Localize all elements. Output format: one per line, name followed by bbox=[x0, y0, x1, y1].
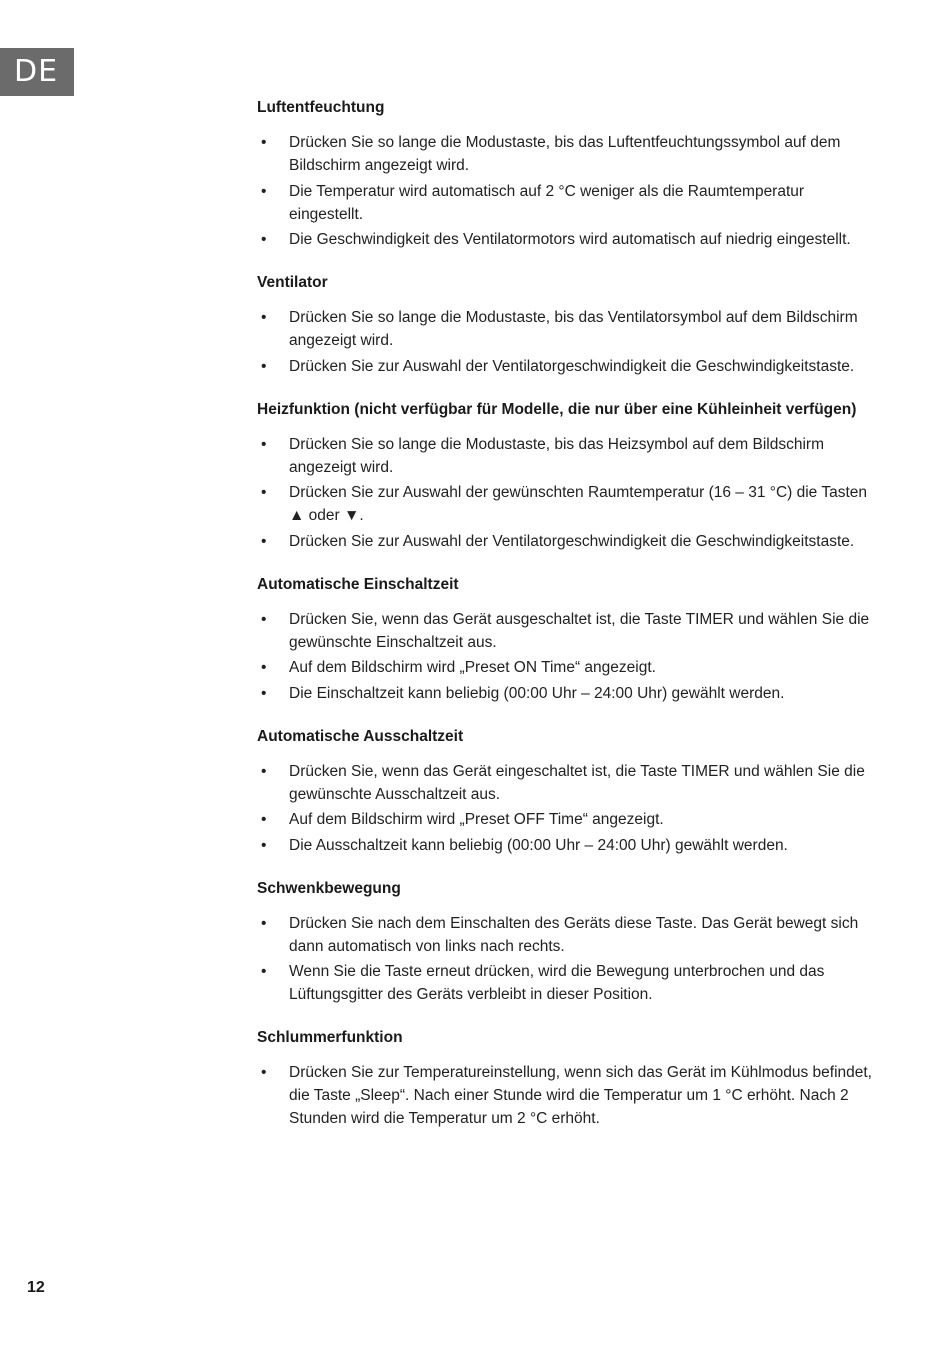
list-item-text: Auf dem Bildschirm wird „Preset ON Time“ angezeigt. bbox=[289, 659, 656, 676]
section-heading: Ventilator bbox=[257, 274, 328, 291]
list-item bbox=[257, 608, 877, 654]
section bbox=[257, 725, 877, 857]
list-item-text: Die Geschwindigkeit des Ventilatormotors wird automatisch auf niedrig eingestellt. bbox=[289, 231, 851, 248]
page-number: 12 bbox=[27, 1279, 45, 1296]
language-tab: DE bbox=[0, 48, 74, 96]
list-item bbox=[257, 530, 877, 553]
bullet-icon: • bbox=[261, 357, 267, 375]
list-item-text: Drücken Sie so lange die Modustaste, bis das Luftentfeuchtungssymbol auf dem Bildschirm angezeigt wird. bbox=[289, 134, 841, 174]
bullet-icon: • bbox=[261, 309, 267, 326]
list-item-text: Die Temperatur wird automatisch auf 2 °C weniger als die Raumtemperatur eingestellt. bbox=[289, 182, 805, 223]
bullet-icon: • bbox=[261, 762, 267, 780]
list-item-text: Wenn Sie die Taste erneut drücken, wird die Bewegung unterbrochen und das Lüftungsgitter des Geräts verbleibt in dieser Position. bbox=[289, 963, 825, 1003]
list-item-text: Drücken Sie, wenn das Gerät ausgeschaltet ist, die Taste TIMER und wählen Sie die gewünschte Einschaltzeit aus. bbox=[289, 610, 870, 651]
bullet-icon: • bbox=[261, 532, 267, 550]
list-item bbox=[257, 960, 877, 1006]
bullet-list bbox=[257, 306, 877, 378]
section bbox=[257, 96, 877, 251]
bullet-list bbox=[257, 433, 877, 553]
section-heading: Heizfunktion (nicht verfügbar für Modelle, die nur über eine Kühleinheit verfügen) bbox=[257, 400, 857, 418]
bullet-icon: • bbox=[261, 684, 267, 702]
list-item-text: Drücken Sie zur Auswahl der gewünschten Raumtemperatur (16 – 31 °C) die Tasten ▲ oder ▼. bbox=[289, 484, 867, 524]
bullet-list bbox=[257, 608, 877, 705]
list-item bbox=[257, 682, 877, 705]
bullet-icon: • bbox=[261, 963, 267, 980]
list-item-text: Drücken Sie so lange die Modustaste, bis das Ventilatorsymbol auf dem Bildschirm angezeigt wird. bbox=[289, 309, 858, 349]
list-item bbox=[257, 355, 877, 378]
section-heading: Schwenkbewegung bbox=[257, 879, 401, 897]
section-heading: Automatische Ausschaltzeit bbox=[257, 727, 464, 745]
list-item-text: Auf dem Bildschirm wird „Preset OFF Time“ angezeigt. bbox=[289, 811, 664, 828]
bullet-list bbox=[257, 1061, 877, 1130]
list-item-text: Die Einschaltzeit kann beliebig (00:00 Uhr – 24:00 Uhr) gewählt werden. bbox=[289, 684, 785, 702]
list-item bbox=[257, 912, 877, 958]
bullet-list bbox=[257, 131, 877, 251]
list-item bbox=[257, 808, 877, 831]
section bbox=[257, 573, 877, 705]
bullet-icon: • bbox=[261, 134, 267, 151]
list-item bbox=[257, 1061, 877, 1130]
list-item bbox=[257, 228, 877, 251]
list-item bbox=[257, 760, 877, 806]
section bbox=[257, 398, 877, 553]
list-item-text: Drücken Sie, wenn das Gerät eingeschaltet ist, die Taste TIMER und wählen Sie die gewünschte Ausschaltzeit aus. bbox=[289, 762, 865, 803]
list-item-text: Drücken Sie zur Auswahl der Ventilatorgeschwindigkeit die Geschwindigkeitstaste. bbox=[289, 532, 855, 550]
section-heading: Schlummerfunktion bbox=[257, 1029, 403, 1046]
bullet-icon: • bbox=[261, 1064, 267, 1081]
bullet-list bbox=[257, 760, 877, 857]
list-item-text: Drücken Sie zur Temperatureinstellung, wenn sich das Gerät im Kühlmodus befindet, die Taste „Sleep“. Nach einer Stunde wird die Temperatur um 1 °C erhöht. Nach 2 Stunden wird die Temperatur um 2 °C erhöht. bbox=[289, 1064, 872, 1127]
list-item bbox=[257, 656, 877, 679]
list-item bbox=[257, 433, 877, 479]
section bbox=[257, 1026, 877, 1130]
list-item-text: Die Ausschaltzeit kann beliebig (00:00 Uhr – 24:00 Uhr) gewählt werden. bbox=[289, 836, 788, 854]
bullet-icon: • bbox=[261, 836, 267, 854]
list-item bbox=[257, 306, 877, 352]
section bbox=[257, 271, 877, 378]
bullet-icon: • bbox=[261, 484, 267, 501]
document-body bbox=[257, 96, 877, 1150]
bullet-icon: • bbox=[261, 231, 267, 248]
bullet-icon: • bbox=[261, 811, 267, 828]
list-item-text: Drücken Sie zur Auswahl der Ventilatorgeschwindigkeit die Geschwindigkeitstaste. bbox=[289, 357, 855, 375]
list-item bbox=[257, 180, 877, 226]
bullet-icon: • bbox=[261, 610, 267, 628]
list-item bbox=[257, 481, 877, 527]
list-item-text: Drücken Sie so lange die Modustaste, bis das Heizsymbol auf dem Bildschirm angezeigt wird. bbox=[289, 435, 824, 476]
list-item bbox=[257, 131, 877, 177]
bullet-icon: • bbox=[261, 182, 267, 200]
bullet-icon: • bbox=[261, 914, 267, 932]
list-item bbox=[257, 834, 877, 857]
bullet-icon: • bbox=[261, 435, 267, 453]
list-item-text: Drücken Sie nach dem Einschalten des Geräts diese Taste. Das Gerät bewegt sich dann automatisch von links nach rechts. bbox=[289, 914, 859, 955]
bullet-icon: • bbox=[261, 659, 267, 676]
section-heading: Automatische Einschaltzeit bbox=[257, 575, 459, 593]
section bbox=[257, 877, 877, 1007]
section-heading: Luftentfeuchtung bbox=[257, 99, 385, 116]
bullet-list bbox=[257, 912, 877, 1007]
